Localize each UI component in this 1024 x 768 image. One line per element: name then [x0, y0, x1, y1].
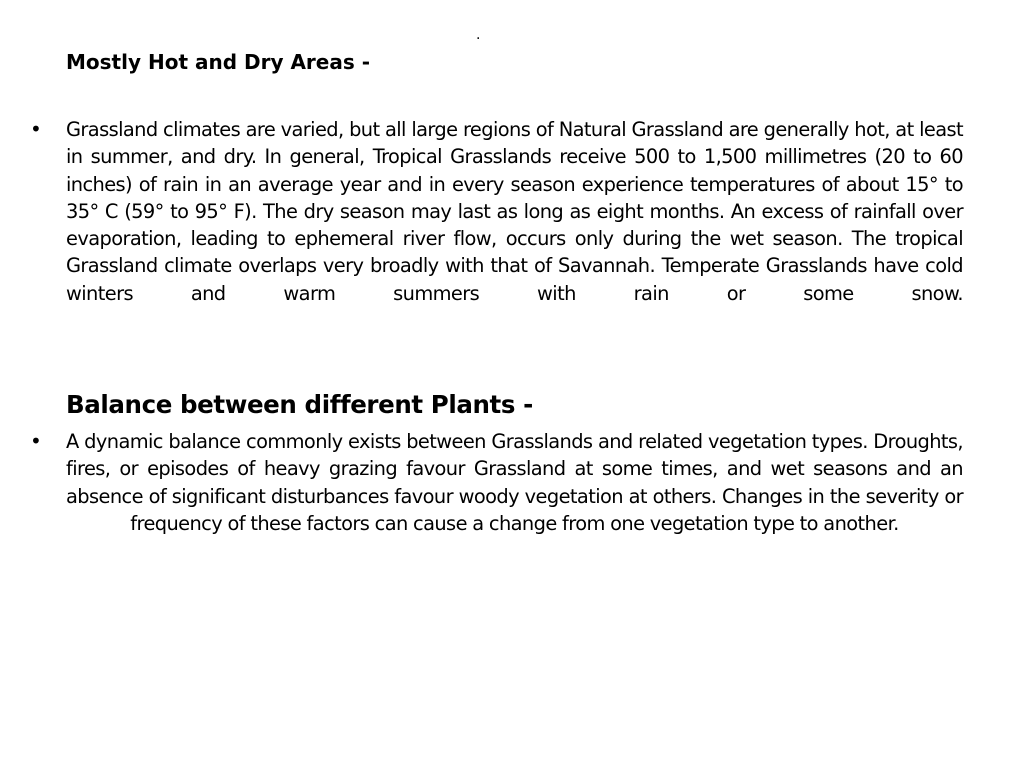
paragraph-grassland-climates: Grassland climates are varied, but all large regions of Natural Grassland are generally hot, at least in summer, and dry. In general, Tropical Grasslands receive 500 to 1,500 millimetres (20 to 60 inches) of rain in an average year and in every season experience temperatures of about 15° to 35° C (59° to 95° F). The dry season may last as long as eight months. An excess of rainfall over evaporation, leading to ephemeral river flow, occurs only during the wet season. The tropical Grassland climate overlaps very broadly with that of Savannah. Temperate Grasslands have cold winters and warm summers with rain or some snow.: [66, 118, 963, 305]
heading-hot-dry-areas: Mostly Hot and Dry Areas -: [66, 50, 371, 74]
top-dot-mark: .: [476, 27, 481, 43]
heading-balance-plants: Balance between different Plants -: [66, 390, 533, 419]
bullet-marker: •: [30, 429, 42, 453]
bullet-marker: •: [30, 117, 42, 141]
paragraph-dynamic-balance: A dynamic balance commonly exists between Grasslands and related vegetation types. Droughts, fires, or episodes of heavy grazing favour Grassland at some times, and wet seasons and an absence of significant disturbances favour woody vegetation at others. Changes in the severity or frequency of these factors can cause a change from one vegetation type to another.: [66, 430, 963, 535]
